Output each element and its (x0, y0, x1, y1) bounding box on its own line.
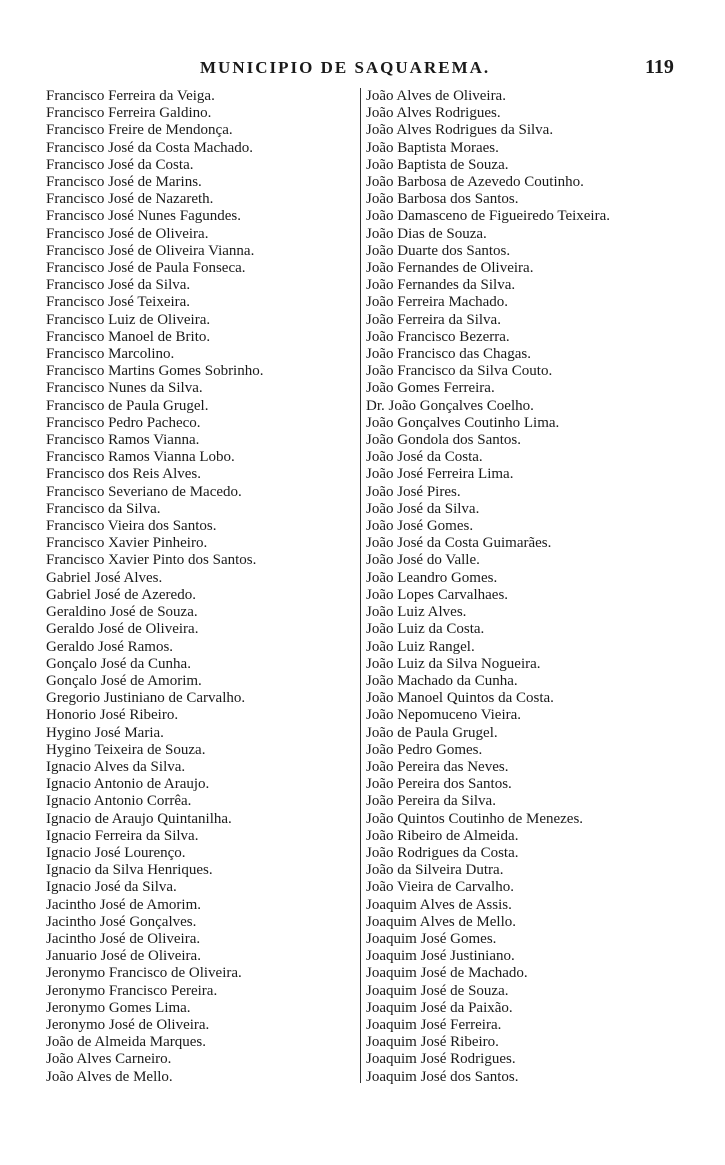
name-entry: João Vieira de Carvalho. (366, 879, 514, 896)
left-column-name-list (46, 88, 356, 1086)
name-entry: Francisco Luiz de Oliveira. (46, 311, 211, 328)
name-entry: Geraldino José de Souza. (46, 604, 198, 621)
name-entry: João Rodrigues da Costa. (366, 844, 519, 861)
column-divider-rule (360, 88, 361, 1083)
name-entry: Francisco Xavier Pinheiro. (46, 535, 208, 552)
name-entry: João Francisco da Silva Couto. (366, 363, 553, 380)
name-entry: João Ribeiro de Almeida. (366, 827, 519, 844)
name-entry: Francisco da Silva. (46, 500, 161, 517)
name-entry: Ignacio Antonio de Araujo. (46, 776, 210, 793)
name-entry: João Luiz da Silva Nogueira. (366, 655, 541, 672)
name-entry: Jacintho José de Oliveira. (46, 930, 201, 947)
name-entry: Francisco Martins Gomes Sobrinho. (46, 363, 264, 380)
name-entry: Francisco Marcolino. (46, 346, 175, 363)
name-entry: João Alves de Mello. (46, 1068, 173, 1085)
name-entry: João Pereira dos Santos. (366, 776, 512, 793)
name-entry: Gabriel José de Azeredo. (46, 586, 196, 603)
name-entry: João Gondola dos Santos. (366, 432, 521, 449)
name-entry: Gabriel José Alves. (46, 569, 163, 586)
name-entry: João Alves Carneiro. (46, 1051, 172, 1068)
name-entry: João Barbosa dos Santos. (366, 191, 519, 208)
name-entry: Geraldo José Ramos. (46, 638, 174, 655)
name-entry: Francisco Ramos Vianna. (46, 432, 200, 449)
name-entry: Jeronymo Gomes Lima. (46, 999, 191, 1016)
name-entry: João Baptista Moraes. (366, 139, 499, 156)
name-entry: João Quintos Coutinho de Menezes. (366, 810, 584, 827)
name-entry: Francisco José de Oliveira. (46, 225, 209, 242)
name-entry: João Dias de Souza. (366, 225, 487, 242)
name-entry: Gonçalo José de Amorim. (46, 672, 202, 689)
name-entry: Francisco Severiano de Macedo. (46, 483, 242, 500)
name-entry: Francisco de Paula Grugel. (46, 397, 209, 414)
name-entry: João Fernandes da Silva. (366, 277, 516, 294)
name-entry: João Nepomuceno Vieira. (366, 707, 522, 724)
name-entry: João Pereira da Silva. (366, 793, 496, 810)
name-entry: Francisco José Nunes Fagundes. (46, 208, 241, 225)
name-entry: João Alves de Oliveira. (366, 88, 506, 104)
name-entry: Jeronymo José de Oliveira. (46, 1016, 210, 1033)
name-entry: Joaquim José de Souza. (366, 982, 509, 999)
name-entry: Joaquim José de Machado. (366, 965, 528, 982)
page-number: 119 (645, 56, 674, 78)
name-entry: Ignacio José Lourenço. (46, 844, 186, 861)
name-entry: João da Silveira Dutra. (366, 862, 504, 879)
name-entry: Hygino José Maria. (46, 724, 164, 741)
name-entry: João Ferreira Machado. (366, 294, 509, 311)
name-entry: Francisco Xavier Pinto dos Santos. (46, 552, 257, 569)
name-entry: João Damasceno de Figueiredo Teixeira. (366, 208, 611, 225)
name-entry: Francisco Ferreira Galdino. (46, 105, 212, 122)
name-entry: João Luiz Rangel. (366, 638, 475, 655)
name-entry: Jeronymo Francisco Pereira. (46, 982, 218, 999)
name-entry: Joaquim José da Paixão. (366, 999, 513, 1016)
name-entry: João Fernandes de Oliveira. (366, 260, 534, 277)
name-entry: Francisco Ramos Vianna Lobo. (46, 449, 235, 466)
running-title: MUNICIPIO DE SAQUAREMA. (200, 58, 491, 77)
name-entry: Francisco José de Paula Fonseca. (46, 260, 246, 277)
name-entry: João José Pires. (366, 483, 461, 500)
name-entry: Joaquim José Rodrigues. (366, 1051, 516, 1068)
name-entry: Joaquim Alves de Assis. (366, 896, 512, 913)
name-entry: Francisco José de Nazareth. (46, 191, 214, 208)
name-entry: João José do Valle. (366, 552, 480, 569)
name-entry: Joaquim José Justiniano. (366, 948, 515, 965)
name-entry: João Gomes Ferreira. (366, 380, 495, 397)
name-entry: João Pedro Gomes. (366, 741, 483, 758)
name-entry: João de Almeida Marques. (46, 1034, 206, 1051)
name-entry: João Barbosa de Azevedo Coutinho. (366, 174, 584, 191)
name-entry: Ignacio da Silva Henriques. (46, 862, 213, 879)
name-entry: Joaquim Alves de Mello. (366, 913, 516, 930)
name-entry: Francisco dos Reis Alves. (46, 466, 201, 483)
name-entry: João Manoel Quintos da Costa. (366, 690, 554, 707)
name-entry: Honorio José Ribeiro. (46, 707, 179, 724)
name-entry: Ignacio José da Silva. (46, 879, 177, 896)
name-entry: Jeronymo Francisco de Oliveira. (46, 965, 242, 982)
name-entry: Francisco Vieira dos Santos. (46, 518, 217, 535)
name-entry: Francisco José Teixeira. (46, 294, 191, 311)
name-entry: Januario José de Oliveira. (46, 948, 201, 965)
name-entry: João Alves Rodrigues. (366, 105, 501, 122)
name-entry: Dr. João Gonçalves Coelho. (366, 397, 534, 414)
name-entry: João Francisco Bezerra. (366, 328, 510, 345)
name-entry: João Alves Rodrigues da Silva. (366, 122, 554, 139)
name-entry: João José da Costa. (366, 449, 483, 466)
right-column-name-list (366, 88, 706, 1086)
name-entry: Ignacio de Araujo Quintanilha. (46, 810, 232, 827)
name-entry: Ignacio Antonio Corrêa. (46, 793, 192, 810)
name-entry: Francisco Ferreira da Veiga. (46, 88, 215, 104)
name-entry: João Pereira das Neves. (366, 758, 509, 775)
name-entry: João Luiz da Costa. (366, 621, 485, 638)
name-entry: João Baptista de Souza. (366, 156, 509, 173)
name-entry: Ignacio Ferreira da Silva. (46, 827, 199, 844)
name-entry: Geraldo José de Oliveira. (46, 621, 199, 638)
name-entry: Gregorio Justiniano de Carvalho. (46, 690, 246, 707)
name-entry: Joaquim José Gomes. (366, 930, 497, 947)
name-entry: Hygino Teixeira de Souza. (46, 741, 206, 758)
name-entry: Joaquim José dos Santos. (366, 1068, 519, 1085)
name-entry: Francisco José de Marins. (46, 174, 202, 191)
name-entry: Jacintho José Gonçalves. (46, 913, 197, 930)
name-entry: João Lopes Carvalhaes. (366, 586, 509, 603)
name-entry: João José Gomes. (366, 518, 474, 535)
name-entry: João Gonçalves Coutinho Lima. (366, 414, 560, 431)
name-entry: João José da Costa Guimarães. (366, 535, 552, 552)
page-header (0, 58, 725, 84)
name-entry: João Duarte dos Santos. (366, 242, 511, 259)
name-entry: Francisco Manoel de Brito. (46, 328, 211, 345)
name-entry: Joaquim José Ferreira. (366, 1016, 502, 1033)
name-entry: Francisco José da Silva. (46, 277, 191, 294)
name-entry: Francisco Pedro Pacheco. (46, 414, 201, 431)
name-entry: João José da Silva. (366, 500, 480, 517)
name-entry: João José Ferreira Lima. (366, 466, 514, 483)
name-entry: João de Paula Grugel. (366, 724, 498, 741)
name-entry: João Francisco das Chagas. (366, 346, 531, 363)
name-entry: Francisco José de Oliveira Vianna. (46, 242, 255, 259)
name-entry: Jacintho José de Amorim. (46, 896, 201, 913)
name-entry: João Machado da Cunha. (366, 672, 518, 689)
name-entry: João Leandro Gomes. (366, 569, 498, 586)
name-entry: Francisco José da Costa. (46, 156, 194, 173)
name-entry: Francisco Nunes da Silva. (46, 380, 203, 397)
name-entry: Francisco Freire de Mendonça. (46, 122, 233, 139)
name-entry: Ignacio Alves da Silva. (46, 758, 186, 775)
name-entry: Francisco José da Costa Machado. (46, 139, 254, 156)
name-entry: João Ferreira da Silva. (366, 311, 501, 328)
name-entry: Gonçalo José da Cunha. (46, 655, 191, 672)
name-entry: Joaquim José Ribeiro. (366, 1034, 499, 1051)
name-entry: João Luiz Alves. (366, 604, 467, 621)
